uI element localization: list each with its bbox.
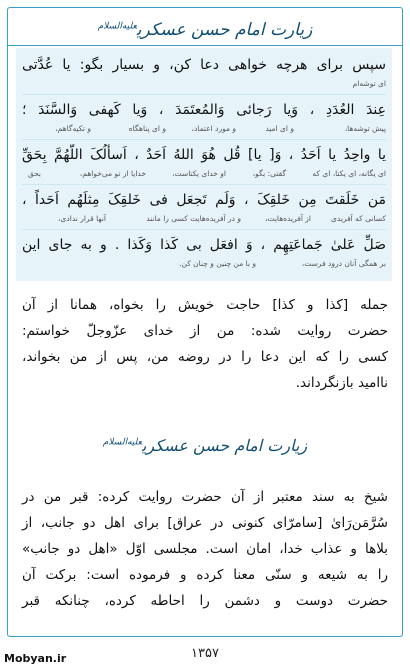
translation-fragment: گفتی: بگو، — [252, 169, 286, 178]
text-line: ناامید بازنگرداند. — [295, 375, 388, 391]
paragraph-1 — [22, 292, 388, 396]
translation-fragment: ای یگانه، ای یکتا، ای که — [312, 169, 386, 178]
prayer-translation — [22, 124, 386, 136]
text-line: سُرَّمَن‌رَایٰ [سامرّای کنونی در عراق] برای اهل دو جانب، از — [22, 515, 388, 531]
translation-fragment: و در آفریده‌هایت کسی را مانند — [146, 214, 241, 223]
translation-fragment: و با من چنین و چنان کن. — [179, 259, 256, 268]
text-line: کسی را که این دعا را در روضه من، پس از من بخواند، — [22, 349, 388, 365]
prayer-translation — [22, 169, 386, 181]
text-line: جمله [کذا و کذا] حاجت خویش را بخواه، همانا از آن — [22, 297, 388, 313]
paragraph-2 — [22, 484, 388, 614]
translation-fragment: پیش توشه‌ها، — [344, 124, 386, 133]
text-line: شیخ به سند معتبر از آن حضرت روایت کرده: قبر من در — [22, 489, 388, 505]
prayer-line — [22, 52, 386, 95]
translation-fragment: آنها قرار ندادی، — [58, 214, 106, 223]
translation-fragment: خدایا از تو می‌خواهم، — [79, 169, 146, 178]
section-heading: زیارت امام حسن عسکری$^{علیه‌السلام}$ — [102, 436, 308, 455]
text-line: بلاها و عذاب خدا، امان است. مجلسی اوّل «اهل دو جانب» — [22, 541, 388, 557]
prayer-arabic-text: یا واحِدُ یا اَحَدُ ، وَ[ یا] قُل هُوَ اللهُ اَحَدٌ ، اَسأَلُکَ اللّهُمَّ بِحَقِّ — [22, 147, 386, 163]
prayer-line — [22, 187, 386, 230]
header-title: زیارت امام حسن عسکری$^{علیه‌السلام}$ — [97, 19, 313, 40]
page-number: ۱۳۵۷ — [191, 646, 219, 661]
translation-fragment: از آفریده‌هایت، — [265, 214, 311, 223]
prayer-box — [16, 48, 392, 281]
header-salutation: علیه‌السلام — [97, 21, 137, 31]
subheading-salutation: علیه‌السلام — [102, 437, 142, 448]
translation-fragment: و ای امید — [265, 124, 294, 133]
prayer-arabic-text: مَن خَلَقتَ مِن خَلقِکَ ، وَلَم تَجعَل فی خَلقِکَ مِثلَهُم اَحَداً ، — [22, 192, 386, 208]
translation-fragment: ای توشه‌ام — [352, 79, 386, 88]
prayer-translation — [22, 259, 386, 271]
prayer-line — [22, 142, 386, 185]
page-header — [8, 8, 402, 46]
translation-fragment: و تکیه‌گاهم، — [55, 124, 91, 133]
translation-fragment: بر همگی آنان درود فرست، — [301, 259, 386, 268]
prayer-arabic-text: صَلِّ عَلیٰ جَماعَتِهِم ، وَ افعَل بی کَذا وَکَذا . و به جای این — [22, 237, 386, 253]
prayer-line — [22, 232, 386, 275]
text-line: حضرت دوست و دشمن را احاطه کرده، چنانکه قبر — [22, 593, 388, 609]
translation-fragment: بحق — [27, 169, 41, 178]
translation-fragment: و ای پناهگاه — [128, 124, 166, 133]
prayer-translation — [22, 79, 386, 91]
prayer-translation — [22, 214, 386, 226]
text-line: را به شیعه و سنّی معنا کرده و فرموده است: برکت آن — [22, 567, 388, 583]
translation-fragment: کسانی که آفریدی — [331, 214, 386, 223]
page-frame — [7, 7, 403, 637]
prayer-arabic-text: سپس برای هرچه خواهی دعا کن، و بسیار بگو: یا عُدَّتی — [22, 57, 386, 73]
text-line: حضرت روایت شده: من از خدای عزّوجلّ خواستم: — [22, 323, 388, 339]
prayer-line — [22, 97, 386, 140]
translation-fragment: و مورد اعتماد، — [191, 124, 236, 133]
translation-fragment: او خدای یکتاست، — [172, 169, 226, 178]
site-label: Mobyan.ir — [4, 652, 67, 665]
prayer-arabic-text: عِندَ العُدَدِ ، وَیا رَجائی وَالمُعتَمَدَ ، وَیا کَهفی وَالسَّنَدَ ؛ — [22, 102, 386, 118]
